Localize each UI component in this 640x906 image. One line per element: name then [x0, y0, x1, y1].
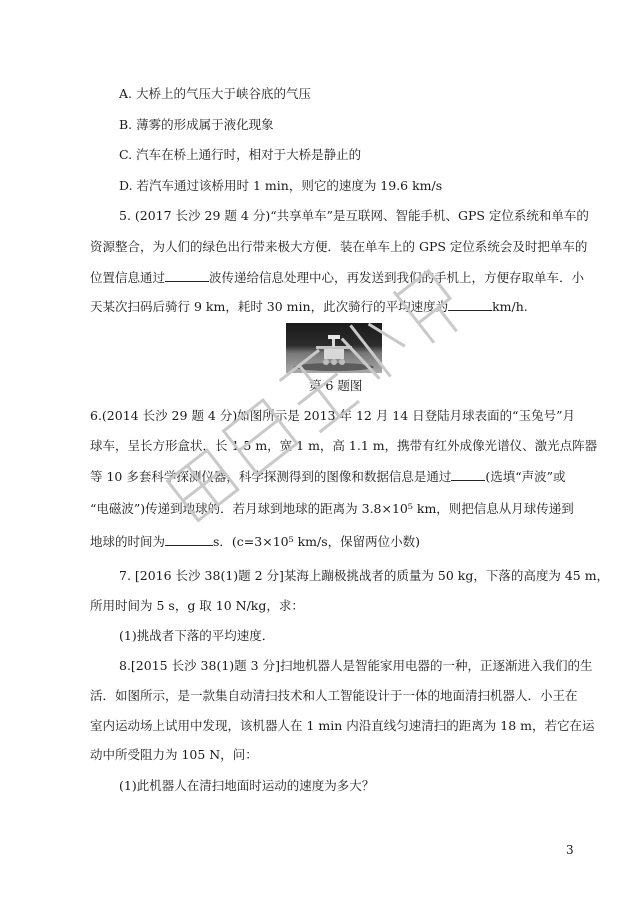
q6-line-5: [90, 533, 420, 550]
option-b: B. 薄雾的形成属于液化现象: [119, 117, 274, 132]
q6-line-3-text-b: (选填“声波”或: [485, 469, 566, 484]
q5-answer-blank-2: [448, 298, 492, 311]
q5-line-3-text-b: 波传递给信息处理中心，再发送到我们的手机上，方便存取单车．小: [209, 270, 585, 285]
q7-line-1: 7. [2016 长沙 38(1)题 2 分]某海上蹦极挑战者的质量为 50 kg，下落的高度为 45 m，: [119, 568, 610, 583]
q5-line-3-text-a: 位置信息通过: [90, 270, 166, 285]
q6-line-5-text-a: 地球的时间为: [90, 534, 166, 549]
q8-line-2: 活．如图所示，是一款集自动清扫技术和人工智能设计于一体的地面清扫机器人．小王在: [90, 688, 578, 703]
q8-subquestion-1: (1)此机器人在清扫地面时运动的速度为多大？: [119, 778, 375, 793]
q5-line-4-text-a: 天某次扫码后骑行 9 km，耗时 30 min，此次骑行的平均速度为: [90, 299, 449, 314]
q7-subquestion-1: (1)挑战者下落的平均速度．: [119, 628, 275, 643]
option-c: C. 汽车在桥上通行时，相对于大桥是静止的: [119, 147, 362, 162]
q8-line-3: 室内运动场上试用中发现，该机器人在 1 min 内沿直线匀速清扫的距离为 18 m，若它在运: [90, 718, 595, 733]
q6-line-4: “电磁波”)传递到地球的．若月球到地球的距离为 3.8×10⁵ km，则把信息从月球传递到: [90, 501, 574, 516]
q5-line-4: [90, 298, 528, 315]
q8-line-1: 8.[2015 长沙 38(1)题 3 分]扫地机器人是智能家用电器的一种，正逐渐进入我们的生: [119, 658, 593, 673]
q5-line-3: [90, 269, 584, 286]
q6-answer-blank-2: [165, 533, 213, 546]
option-a: A. 大桥上的气压大于峡谷底的气压: [119, 86, 311, 101]
q5-line-2: 资源整合，为人们的绿色出行带来极大方便．装在单车上的 GPS 定位系统会及时把单车的: [90, 239, 588, 254]
q6-line-5-text-b: s．(c=3×10⁵ km/s，保留两位小数): [213, 534, 421, 549]
q6-answer-blank-1: [451, 468, 485, 481]
q5-line-4-text-b: km/h.: [492, 299, 528, 314]
q6-line-3-text-a: 等 10 多套科学探测仪器，科学探测得到的图像和数据信息是通过: [90, 469, 452, 484]
q5-line-1: 5. (2017 长沙 29 题 4 分)“共享单车”是互联网、智能手机、GPS 定位系统和单车的: [119, 208, 589, 223]
figure-caption: 第 6 题图: [309, 378, 363, 393]
q8-line-4: 动中所受阻力为 105 N，问：: [90, 747, 258, 762]
option-d: D. 若汽车通过该桥用时 1 min，则它的速度为 19.6 km/s: [119, 178, 443, 193]
q6-line-1: 6.(2014 长沙 29 题 4 分)如图所示是 2013 年 12 月 14 日登陆月球表面的“玉兔号”月: [90, 408, 575, 423]
q6-line-2: 球车，呈长方形盒状，长 1.5 m，宽 1 m，高 1.1 m，携带有红外成像光谱仪、激光点阵器: [90, 438, 598, 453]
q6-line-3: [90, 468, 566, 485]
q5-answer-blank-1: [165, 269, 209, 282]
q7-line-2: 所用时间为 5 s，g 取 10 N/kg，求：: [90, 598, 304, 613]
page-number: 3: [566, 843, 574, 857]
lunar-rover-photo: [286, 323, 382, 373]
